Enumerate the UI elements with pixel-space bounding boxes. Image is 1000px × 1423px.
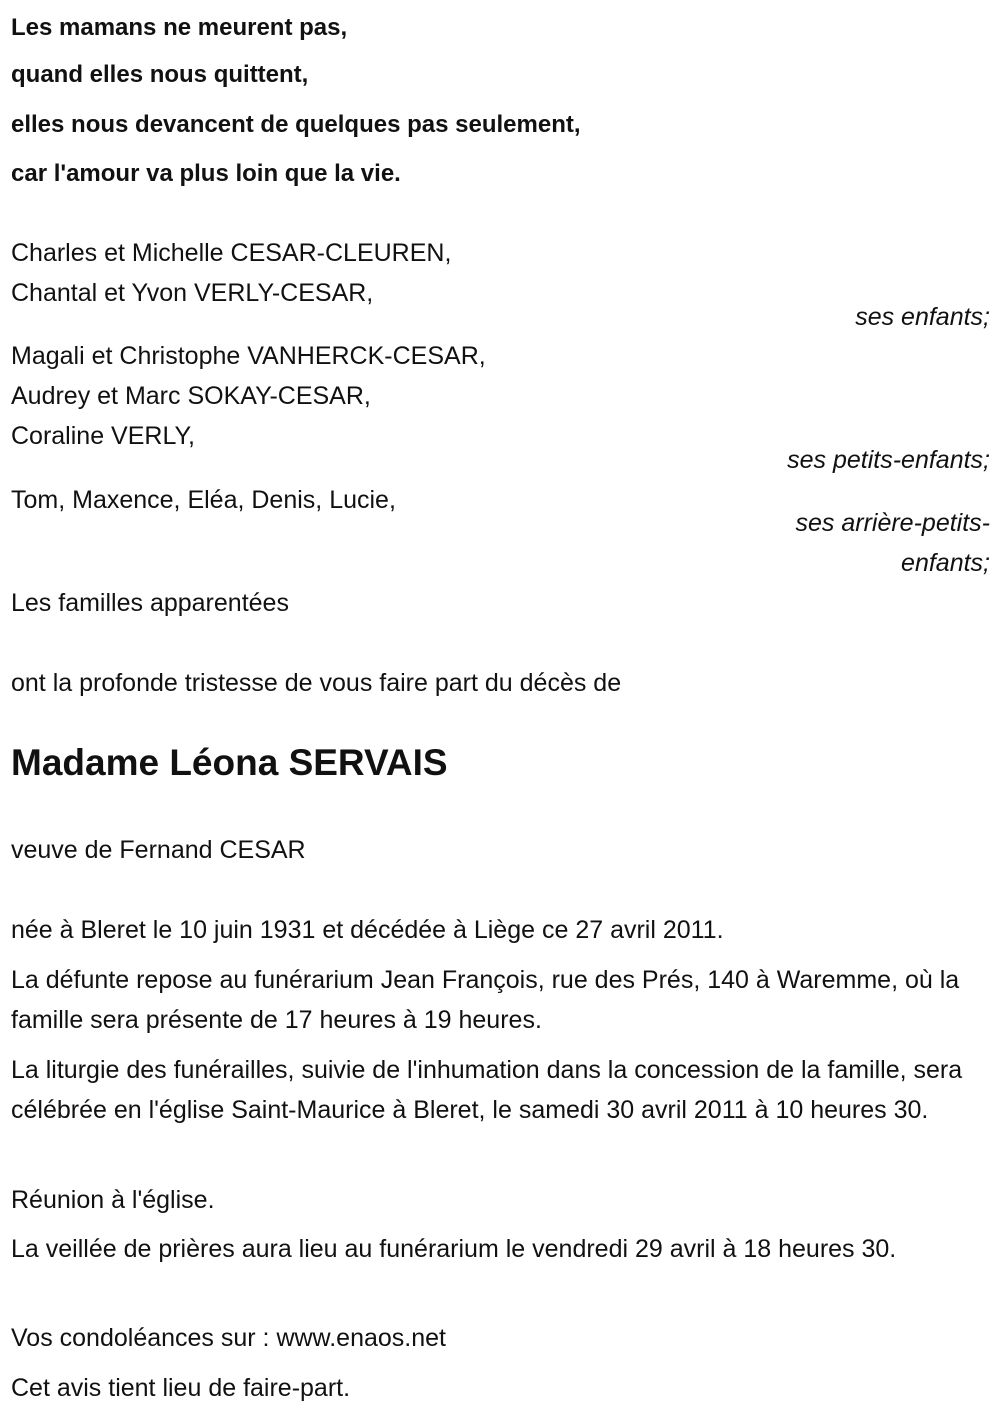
family-member: Audrey et Marc SOKAY-CESAR,	[11, 382, 371, 410]
vigil-paragraph: La veillée de prières aura lieu au funérarium le vendredi 29 avril à 18 heures 30.	[11, 1235, 897, 1263]
meeting-paragraph: Réunion à l'église.	[11, 1186, 215, 1214]
poem-line: quand elles nous quittent,	[11, 61, 309, 88]
poem-line: car l'amour va plus loin que la vie.	[11, 160, 401, 187]
families-text: Les familles apparentées	[11, 589, 289, 617]
widow-of: veuve de Fernand CESAR	[11, 836, 306, 864]
deceased-name: Madame Léona SERVAIS	[11, 742, 448, 783]
announcement-text: ont la profonde tristesse de vous faire part du décès de	[11, 669, 622, 697]
family-member: Chantal et Yvon VERLY-CESAR,	[11, 279, 374, 307]
condolences-paragraph: Vos condoléances sur : www.enaos.net	[11, 1324, 446, 1352]
birth-death-paragraph: née à Bleret le 10 juin 1931 et décédée à Liège ce 27 avril 2011.	[11, 916, 724, 944]
family-member: Magali et Christophe VANHERCK-CESAR,	[11, 342, 486, 370]
funerarium-paragraph: La défunte repose au funérarium Jean François, rue des Prés, 140 à Waremme, où la famille sera présente de 17 heures à 19 heures.	[11, 966, 960, 1034]
relation-label: ses enfants;	[855, 303, 990, 331]
poem-line: Les mamans ne meurent pas,	[11, 14, 348, 41]
family-member: Tom, Maxence, Eléa, Denis, Lucie,	[11, 486, 396, 514]
relation-label: ses petits-enfants;	[787, 446, 990, 474]
liturgy-paragraph: La liturgie des funérailles, suivie de l'inhumation dans la concession de la famille, sera célébrée en l'église Saint-Maurice à Bleret, le samedi 30 avril 2011 à 10 heures 30.	[11, 1056, 963, 1124]
relation-label: enfants;	[901, 549, 990, 577]
poem-line: elles nous devancent de quelques pas seulement,	[11, 111, 581, 138]
notice-paragraph: Cet avis tient lieu de faire-part.	[11, 1374, 351, 1402]
family-member: Charles et Michelle CESAR-CLEUREN,	[11, 239, 452, 267]
family-member: Coraline VERLY,	[11, 422, 195, 450]
relation-label: ses arrière-petits-	[795, 509, 990, 537]
